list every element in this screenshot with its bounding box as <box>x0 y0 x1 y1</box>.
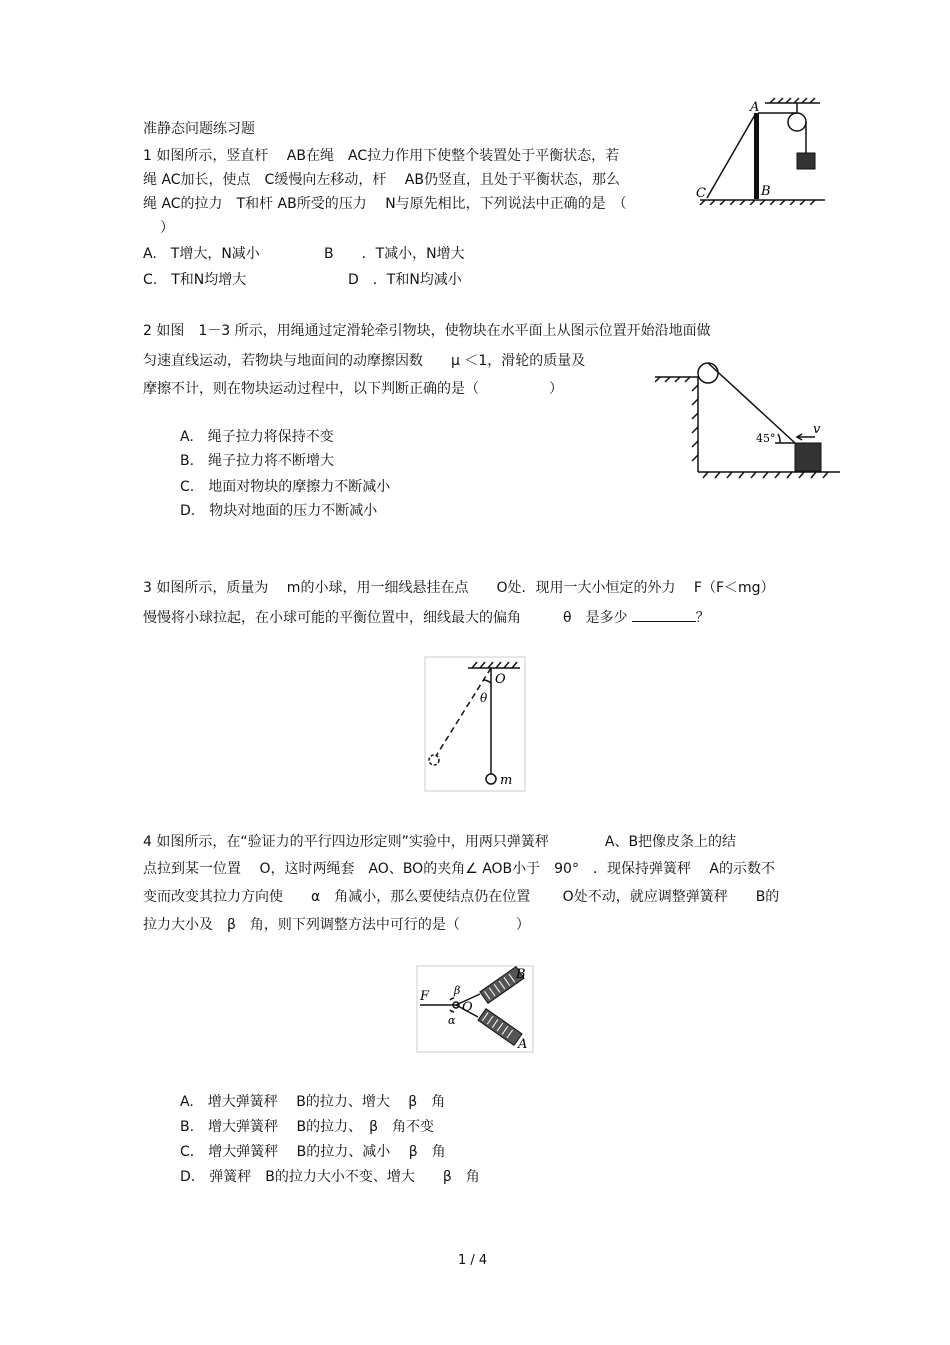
q2-option-b: B. 绳子拉力将不断增大 <box>180 453 335 469</box>
q2-line-1: 2 如图 1－3 所示，用绳通过定滑轮牵引物块，使物块在水平面上从图示位置开始沿地面做 <box>143 323 711 339</box>
q2-figure <box>650 355 845 485</box>
answer-blank <box>632 607 696 622</box>
q1-fig-label-b: B <box>761 184 771 199</box>
q2-fig-velocity-label: v <box>813 422 821 437</box>
q2-option-c: C. 地面对物块的摩擦力不断减小 <box>180 479 391 495</box>
q2-fig-angle-label: 45° <box>756 432 776 445</box>
q1-fig-label-c: C <box>696 186 706 201</box>
q1-line-1: 1 如图所示，竖直杆 AB在绳 AC拉力作用下使整个装置处于平衡状态，若 <box>143 148 620 164</box>
q4-fig-label-a: A <box>518 1037 528 1052</box>
q1-line-3: 绳 AC的拉力 T和杆 AB所受的压力 N与原先相比，下列说法中正确的是 （ <box>143 196 627 212</box>
q1-option-a: A. T增大，N减小 <box>143 246 260 262</box>
q1-option-d: D ．T和N均减小 <box>348 272 462 288</box>
q4-fig-label-beta: β <box>454 984 461 997</box>
page-number: 1 / 4 <box>458 1253 488 1268</box>
q4-fig-label-f: F <box>420 989 430 1004</box>
q3-fig-label-theta: θ <box>480 691 488 705</box>
q4-line-4: 拉力大小及 β 角，则下列调整方法中可行的是（ ） <box>143 917 530 933</box>
q2-line-3: 摩擦不计，则在物块运动过程中，以下判断正确的是（ ） <box>143 381 563 397</box>
page-title: 准静态问题练习题 <box>143 121 255 137</box>
q4-fig-label-o: O <box>462 1000 473 1015</box>
q2-option-a: A. 绳子拉力将保持不变 <box>180 429 334 445</box>
q1-line-4: ） <box>160 220 174 236</box>
q3-fig-label-m: m <box>500 773 513 788</box>
q3-figure <box>424 656 526 792</box>
q4-line-2: 点拉到某一位置 O，这时两绳套 AO、BO的夹角∠ AOB小于 90° ．现保持弹簧秤 A的示数不 <box>143 861 775 877</box>
q3-line-2 <box>143 607 710 627</box>
q3-line-2-text: 慢慢将小球拉起，在小球可能的平衡位置中，细线最大的偏角 θ 是多少 <box>143 610 628 626</box>
q1-option-c: C. T和N均增大 <box>143 272 247 288</box>
q4-option-a: A. 增大弹簧秤 B的拉力、增大 β 角 <box>180 1094 446 1110</box>
q3-line-2-end: ？ <box>695 610 710 626</box>
q4-fig-label-b: B <box>516 967 526 982</box>
q4-line-3: 变而改变其拉力方向使 α 角减小，那么要使结点仍在位置 O处不动，就应调整弹簧秤 B的 <box>143 889 780 905</box>
q1-option-b: B ．T减小，N增大 <box>324 246 465 262</box>
q4-option-c: C. 增大弹簧秤 B的拉力、减小 β 角 <box>180 1144 446 1160</box>
q2-line-2: 匀速直线运动，若物块与地面间的动摩擦因数 μ ＜1，滑轮的质量及 <box>143 353 586 369</box>
q4-line-1: 4 如图所示，在“验证力的平行四边形定则”实验中，用两只弹簧秤 A、B把像皮条上的结 <box>143 834 737 850</box>
q4-figure <box>416 965 534 1053</box>
q4-option-b: B. 增大弹簧秤 B的拉力、 β 角不变 <box>180 1119 435 1135</box>
q4-fig-label-alpha: α <box>448 1014 456 1027</box>
q1-fig-label-a: A <box>750 100 760 115</box>
q4-option-d: D. 弹簧秤 B的拉力大小不变、增大 β 角 <box>180 1169 480 1185</box>
q3-line-1: 3 如图所示，质量为 m的小球，用一细线悬挂在点 O处．现用一大小恒定的外力 F（F＜mg） <box>143 580 775 596</box>
q1-figure <box>690 95 830 205</box>
q2-option-d: D. 物块对地面的压力不断减小 <box>180 503 378 519</box>
q1-line-2: 绳 AC加长，使点 C缓慢向左移动，杆 AB仍竖直，且处于平衡状态，那么 <box>143 172 620 188</box>
q3-fig-label-o: O <box>495 672 506 687</box>
